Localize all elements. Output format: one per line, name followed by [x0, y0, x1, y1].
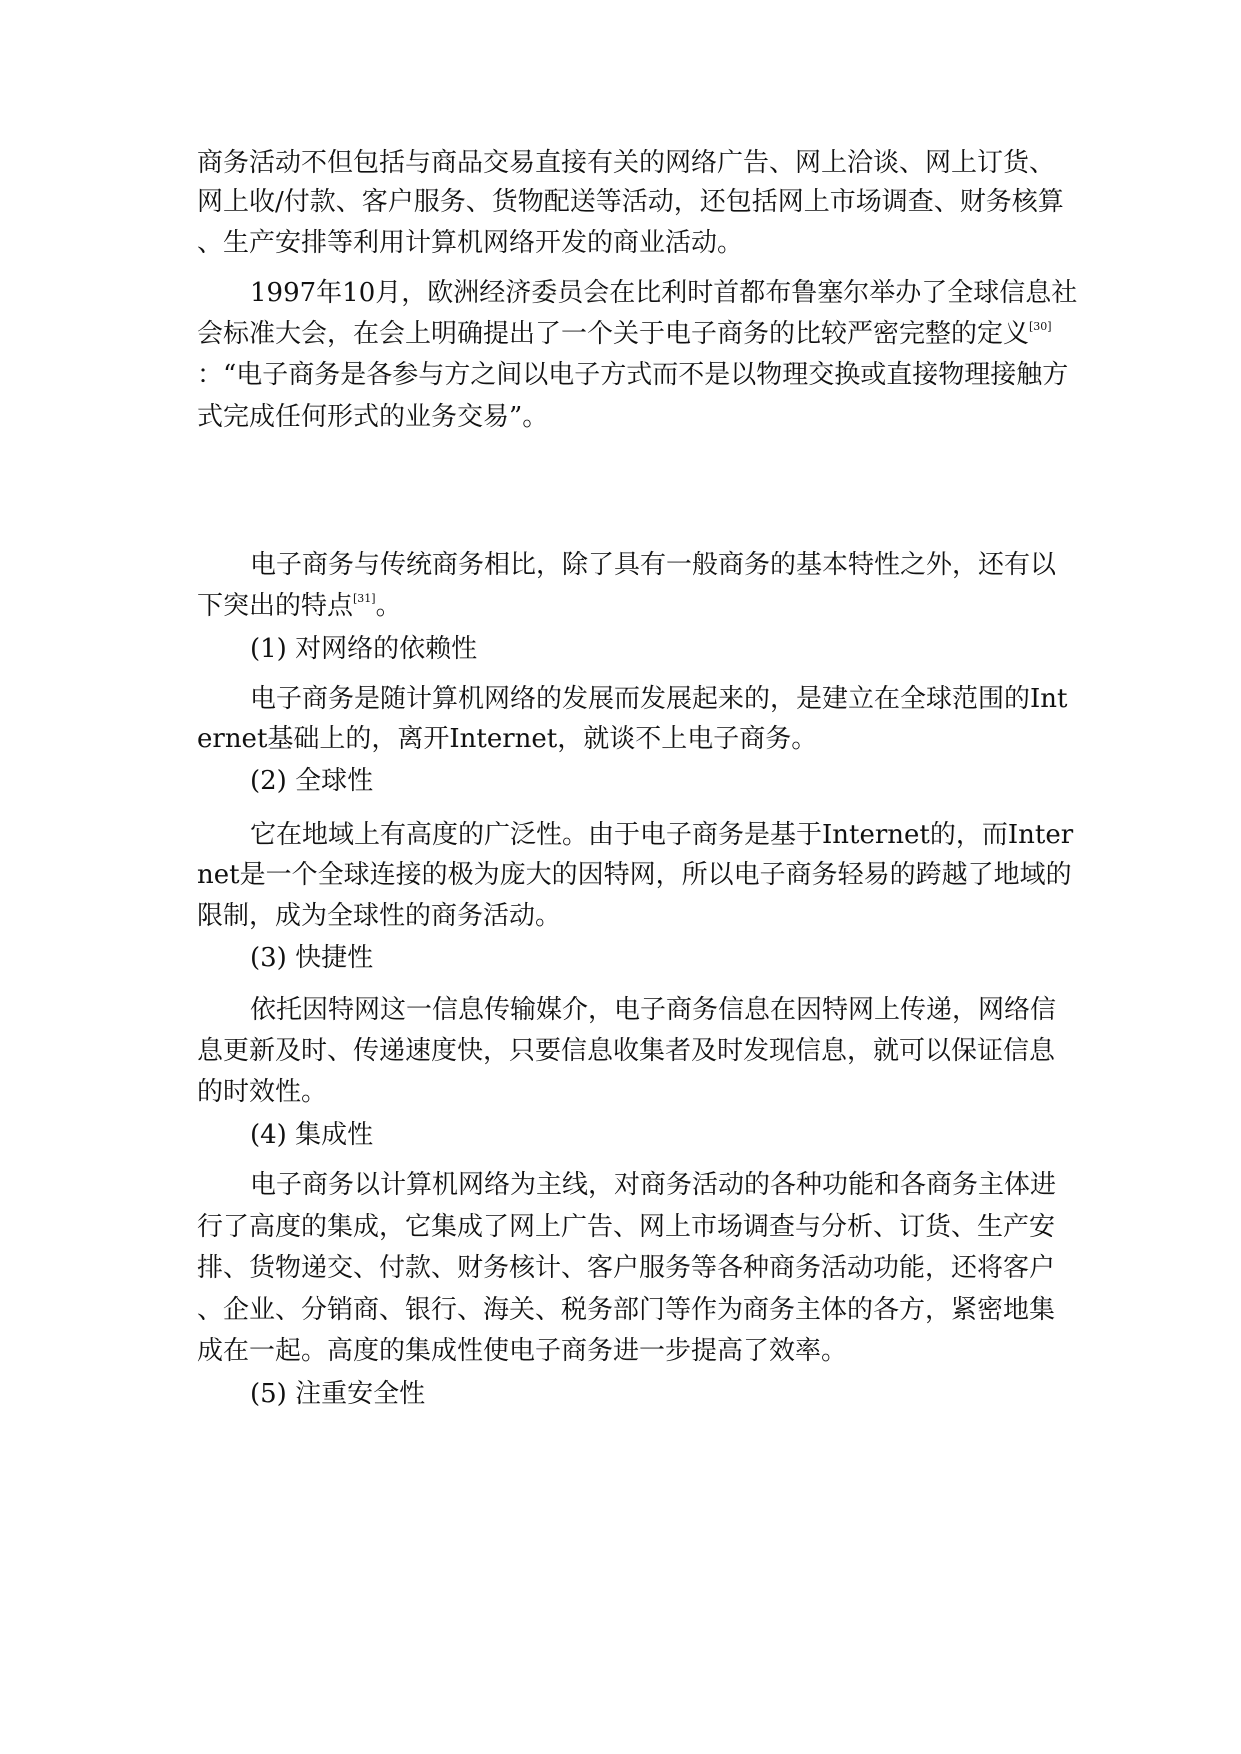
citation-30: [30]	[1029, 320, 1052, 333]
paragraph-2-line-3: ：“电子商务是各参与方之间以电子方式而不是以物理交换或直接物理接触方	[197, 360, 1069, 390]
heading-5: (5) 注重安全性	[250, 1379, 426, 1409]
paragraph-3-line-2	[197, 589, 1047, 623]
paragraph-1-line-3: 、生产安排等利用计算机网络开发的商业活动。	[197, 228, 744, 258]
paragraph-6-line-2: 息更新及时、传递速度快，只要信息收集者及时发现信息，就可以保证信息	[197, 1036, 1056, 1066]
paragraph-3-line-2-end: 。	[375, 591, 402, 621]
paragraph-1-line-2: 网上收/付款、客户服务、货物配送等活动，还包括网上市场调查、财务核算	[197, 187, 1064, 217]
paragraph-7-line-2: 行了高度的集成，它集成了网上广告、网上市场调查与分析、订货、生产安	[197, 1212, 1056, 1242]
paragraph-4-line-2: ernet基础上的，离开Internet，就谈不上电子商务。	[197, 724, 818, 754]
paragraph-3-line-2-text: 下突出的特点	[197, 591, 354, 621]
heading-3: (3) 快捷性	[250, 943, 374, 973]
paragraph-7-line-3: 排、货物递交、付款、财务核计、客户服务等各种商务活动功能，还将客户	[197, 1253, 1056, 1283]
heading-4: (4) 集成性	[250, 1120, 374, 1150]
paragraph-2-line-2-text: 会标准大会，在会上明确提出了一个关于电子商务的比较严密完整的定义	[197, 319, 1030, 349]
paragraph-2-line-4: 式完成任何形式的业务交易”。	[197, 402, 549, 432]
paragraph-5-line-2: net是一个全球连接的极为庞大的因特网，所以电子商务轻易的跨越了地域的	[197, 860, 1072, 890]
paragraph-3-line-1: 电子商务与传统商务相比，除了具有一般商务的基本特性之外，还有以	[250, 550, 1057, 580]
paragraph-7-line-1: 电子商务以计算机网络为主线，对商务活动的各种功能和各商务主体进	[250, 1170, 1057, 1200]
paragraph-5-line-3: 限制，成为全球性的商务活动。	[197, 901, 562, 931]
paragraph-2-line-1: 1997年10月，欧洲经济委员会在比利时首都布鲁塞尔举办了全球信息社	[250, 278, 1078, 308]
paragraph-1-line-1: 商务活动不但包括与商品交易直接有关的网络广告、网上洽谈、网上订货、	[197, 148, 1056, 178]
citation-31: [31]	[353, 592, 376, 605]
paragraph-7-line-5: 成在一起。高度的集成性使电子商务进一步提高了效率。	[197, 1336, 848, 1366]
paragraph-6-line-3: 的时效性。	[197, 1077, 328, 1107]
paragraph-7-line-4: 、企业、分销商、银行、海关、税务部门等作为商务主体的各方，紧密地集	[197, 1295, 1056, 1325]
paragraph-2-line-2	[197, 317, 1052, 351]
paragraph-4-line-1: 电子商务是随计算机网络的发展而发展起来的，是建立在全球范围的Int	[250, 684, 1068, 714]
paragraph-5-line-1: 它在地域上有高度的广泛性。由于电子商务是基于Internet的，而Inter	[250, 820, 1074, 850]
paragraph-6-line-1: 依托因特网这一信息传输媒介，电子商务信息在因特网上传递，网络信	[250, 995, 1057, 1025]
heading-1: (1) 对网络的依赖性	[250, 634, 478, 664]
heading-2: (2) 全球性	[250, 766, 374, 796]
